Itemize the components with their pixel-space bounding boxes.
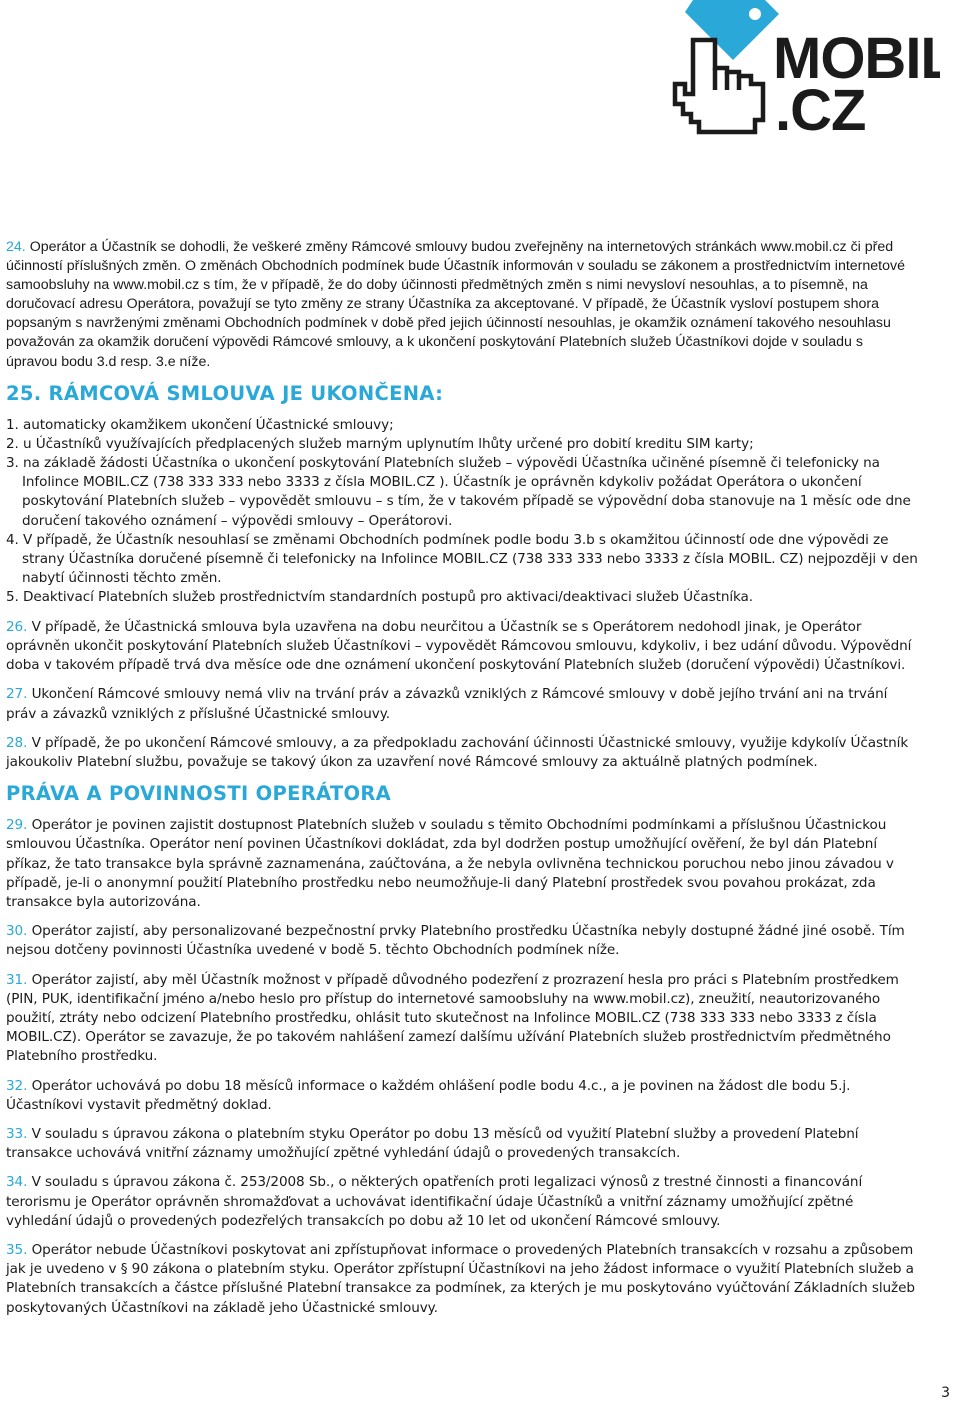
paragraph-number: 24.	[6, 239, 26, 255]
logo-text-cz: .CZ	[775, 78, 866, 143]
paragraph-number: 31.	[6, 971, 28, 988]
hand-cursor-icon	[675, 40, 763, 132]
list-item: 1. automaticky okamžikem ukončení Účastnické smlouvy;	[6, 416, 394, 433]
paragraph-text: Ukončení Rámcové smlouvy nemá vliv na trvání práv a závazků vzniklých z Rámcové smlouvy v době jejího trvání ani na trvání práv a závazků vzniklých z příslušné Účastnické smlouvy.	[6, 686, 888, 722]
paragraph-number: 28.	[6, 734, 28, 751]
paragraph-text: Operátor nebude Účastníkovi poskytovat ani zpřístupňovat informace o provedených Platebních transakcích v rozsahu a způsobem jak je uvedeno v § 90 zákona o platebním styku. Operátor zpřístupní Účastníkovi na jeho žádost informace o využití Platebních služeb a Platebních transakcích a částce příslušné Platební transakce za podmínek, za kterých je mu poskytováno vyúčtování Základních služeb poskytovaných Účastníkovi na základě jeho Účastnické smlouvy.	[6, 1241, 915, 1316]
paragraph-24	[6, 238, 918, 372]
list-item: 4. V případě, že Účastník nesouhlasí se změnami Obchodních podmínek podle bodu 3.b s okamžitou účinností ode dne výpovědi ze strany Účastníka doručené písemně či telefonicky na Infolince MOBIL.CZ (738 333 333 nebo 3333 z čísla MOBIL. CZ) nejpozději v den nabytí účinnosti těchto změn.	[6, 531, 918, 587]
list-item: 3. na základě žádosti Účastníka o ukončení poskytování Platebních služeb – výpovědi Účastníka učiněné písemně či telefonicky na Infolince MOBIL.CZ (738 333 333 nebo 3333 z čísla MOBIL.CZ ). Účastník je oprávněn kdykoliv požádat Operátora o ukončení poskytování Platebních služeb – vypovědět smlouvu – s tím, že v takovém případě se výpovědní doba stanovuje na 1 měsíc ode dne doručení takového oznámení – výpovědi smlouvy – Operátorovi.	[6, 455, 911, 529]
paragraph-text: V souladu s úpravou zákona o platebním styku Operátor po dobu 13 měsíců od využití Platební služby a provedení Platební transakce uchovává vnitřní záznamy umožňující zpětné vyhledání údajů o provedených transakcích.	[6, 1125, 859, 1162]
mobil-cz-logo	[655, 0, 940, 148]
paragraph-text: Operátor zajistí, aby personalizované bezpečnostní prvky Platebního prostředku Účastníka nebyly dostupné žádné jiné osobě. Tím nejsou dotčeny povinnosti Účastníka uvedené v bodě 5. těchto Obchodních podmínek níže.	[6, 923, 905, 959]
paragraph-30	[6, 922, 918, 960]
paragraph-number: 29.	[6, 817, 28, 834]
paragraph-number: 30.	[6, 923, 28, 940]
termination-list	[6, 416, 918, 608]
list-item: 2. u Účastníků využívajících předplacených služeb marným uplynutím lhůty určené pro dobití kreditu SIM karty;	[6, 435, 754, 452]
section-heading-25: 25. RÁMCOVÁ SMLOUVA JE UKONČENA:	[6, 381, 444, 405]
paragraph-33	[6, 1125, 918, 1163]
paragraph-text: V souladu s úpravou zákona č. 253/2008 Sb., o některých opatřeních proti legalizaci výnosů z trestné činnosti a financování terorismu je Operátor oprávněn shromažďovat a uchovávat identifikační údaje Účastníků a vnitřní záznamy umožňující zpětné vyhledání údajů o provedených podezřelých transakcích po dobu až 10 let od ukončení Rámcové smlouvy.	[6, 1174, 863, 1229]
list-item: 5. Deaktivací Platebních služeb prostřednictvím standardních postupů pro aktivaci/deaktivaci služeb Účastníka.	[6, 589, 753, 606]
paragraph-number: 35.	[6, 1241, 28, 1258]
document-body	[6, 238, 918, 1328]
paragraph-text: Operátor a Účastník se dohodli, že veškeré změny Rámcové smlouvy budou zveřejněny na internetových stránkách www.mobil.cz či před účinností příslušných změn. O změnách Obchodních podmínek bude Účastník informován v souladu se zákonem a prostřednictvím internetové samoobsluhy na www.mobil.cz s tím, že v případě, že do doby účinnosti předmětných změn s nimi nevysloví nesouhlas, a to písemně, na doručovací adresu Operátora, považují se tyto změny ze strany Účastníka za akceptované. V případě, že Účastník vysloví postupem shora popsaným s navrženými změnami Obchodních podmínek v době před jejich účinností nesouhlas, je okamžik oznámení takového nesouhlasu považován za okamžik doručení výpovědi Rámcové smlouvy, a k ukončení poskytování Platebních služeb Účastníkovi dojde v souladu s úpravou bodu 3.d resp. 3.e níže.	[6, 239, 906, 370]
paragraph-text: Operátor uchovává po dobu 18 měsíců informace o každém ohlášení podle bodu 4.c., a je povinen na žádost dle bodu 5.j. Účastníkovi vystavit předmětný doklad.	[6, 1077, 851, 1113]
price-tag-icon	[685, 0, 779, 60]
section-heading-prava: PRÁVA A POVINNOSTI OPERÁTORA	[6, 782, 392, 806]
paragraph-34	[6, 1173, 918, 1231]
paragraph-number: 26.	[6, 618, 28, 635]
paragraph-28	[6, 734, 918, 772]
paragraph-26	[6, 618, 918, 676]
paragraph-29	[6, 816, 918, 912]
paragraph-31	[6, 971, 918, 1067]
paragraph-number: 27.	[6, 686, 28, 703]
logo-graphic	[655, 0, 940, 148]
paragraph-number: 33.	[6, 1125, 28, 1142]
paragraph-text: Operátor zajistí, aby měl Účastník možnost v případě důvodného podezření z prozrazení hesla pro práci s Platebním prostředkem (PIN, PUK, identifikační jméno a/nebo heslo pro přístup do internetové samoobsluhy na www.mobil.cz), zneužití, neautorizovaného použití, ztráty nebo odcizení Platebního prostředku, ohlásit tuto skutečnost na Infolince MOBIL.CZ (738 333 333 nebo 3333 z čísla MOBIL.CZ). Operátor se zavazuje, že po takovém nahlášení zamezí dalšímu užívání Platebních služeb prostřednictvím předmětného Platebního prostředku.	[6, 971, 899, 1065]
paragraph-35	[6, 1241, 918, 1318]
paragraph-text: Operátor je povinen zajistit dostupnost Platebních služeb v souladu s těmito Obchodními podmínkami a příslušnou Účastnickou smlouvou Účastníka. Operátor není povinen Účastníkovi dokládat, zda byl dodržen postup umožňující ověření, že byl dán Platební příkaz, že tato transakce byla správně zaznamenána, zaúčtována, a že nebyla ovlivněna technickou poruchou nebo jinou závadou v případě, je-li o anonymní použití Platebního prostředku nebo neumožňuje-li daný Platební prostředek svou povahou prokázat, zda transakce byla autorizována.	[6, 817, 894, 910]
paragraph-text: V případě, že po ukončení Rámcové smlouvy, a za předpokladu zachování účinnosti Účastnické smlouvy, využije kdykolív Účastník jakoukoliv Platební službu, považuje se takový úkon za uzavření nové Rámcové smlouvy za aktuálně platných podmínek.	[6, 734, 909, 770]
paragraph-number: 32.	[6, 1077, 28, 1094]
paragraph-number: 34.	[6, 1174, 28, 1191]
paragraph-text: V případě, že Účastnická smlouva byla uzavřena na dobu neurčitou a Účastník se s Operátorem nedohodl jinak, je Operátor oprávněn ukončit poskytování Platebních služeb Účastníkovi – vypovědět Rámcovou smlouvu, kdykoliv, i bez udání důvodu. Výpovědní doba v takovém případě trvá dva měsíce ode dne oznámení ukončení poskytování Platebních služeb (doručení výpovědi) Účastníkovi.	[6, 618, 912, 674]
paragraph-32	[6, 1077, 918, 1115]
page-number: 3	[941, 1385, 950, 1401]
paragraph-27	[6, 685, 918, 723]
logo-text-mobil: MOBIL	[773, 26, 940, 91]
